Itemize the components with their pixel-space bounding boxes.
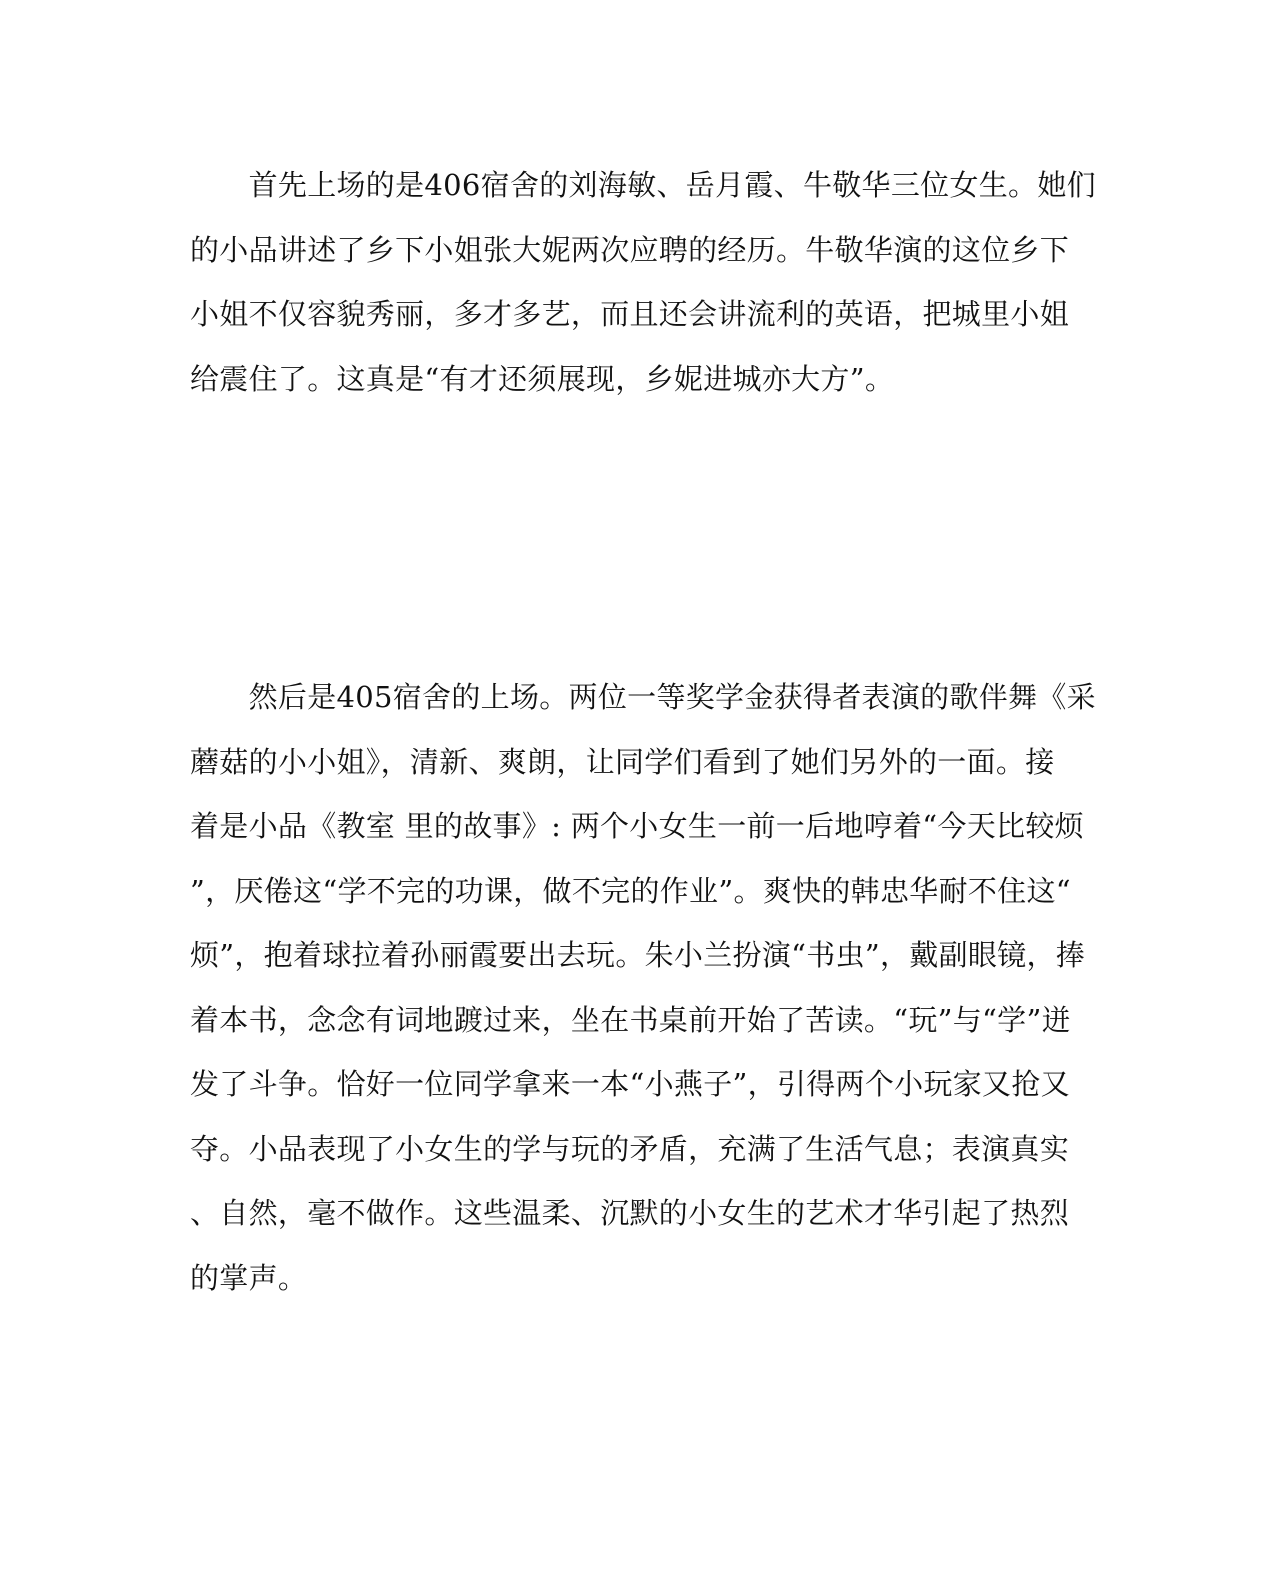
text-line: 着本书，念念有词地踱过来，坐在书桌前开始了苦读。“玩”与“学”迸 — [190, 1002, 1071, 1037]
paragraph-dorm-405 — [190, 665, 1096, 1310]
paragraph-dorm-406 — [190, 153, 1096, 411]
text-line: 小姐不仅容貌秀丽，多才多艺，而且还会讲流利的英语，把城里小姐 — [190, 297, 1070, 331]
text-line: 发了斗争。恰好一位同学拿来一本“小燕子”，引得两个小玩家又抢又 — [190, 1067, 1070, 1101]
text-line: 、自然，毫不做作。这些温柔、沉默的小女生的艺术才华引起了热烈 — [190, 1196, 1070, 1230]
text-line: ”，厌倦这“学不完的功课，做不完的作业”。爽快的韩忠华耐不住这“ — [190, 873, 1071, 908]
text-line: 的小品讲述了乡下小姐张大妮两次应聘的经历。牛敬华演的这位乡下 — [190, 232, 1070, 267]
text-line: 蘑菇的小小姐》，清新、爽朗，让同学们看到了她们另外的一面。接 — [190, 744, 1055, 779]
text-line: 夺。小品表现了小女生的学与玩的矛盾，充满了生活气息；表演真实 — [190, 1131, 1070, 1166]
text-line: 首先上场的是406宿舍的刘海敏、岳月霞、牛敬华三位女生。她们 — [190, 168, 1096, 202]
text-line: 的掌声。 — [190, 1260, 308, 1295]
text-line: 着是小品《教室 里的故事》: 两个小女生一前一后地哼着“今天比较烦 — [190, 809, 1084, 843]
text-line: 给震住了。这真是“有才还须展现，乡妮进城亦大方”。 — [190, 361, 895, 396]
text-line: 然后是405宿舍的上场。两位一等奖学金获得者表演的歌伴舞《采 — [190, 680, 1096, 714]
text-line: 烦”，抱着球拉着孙丽霞要出去玩。朱小兰扮演“书虫”，戴副眼镜，捧 — [190, 938, 1086, 972]
